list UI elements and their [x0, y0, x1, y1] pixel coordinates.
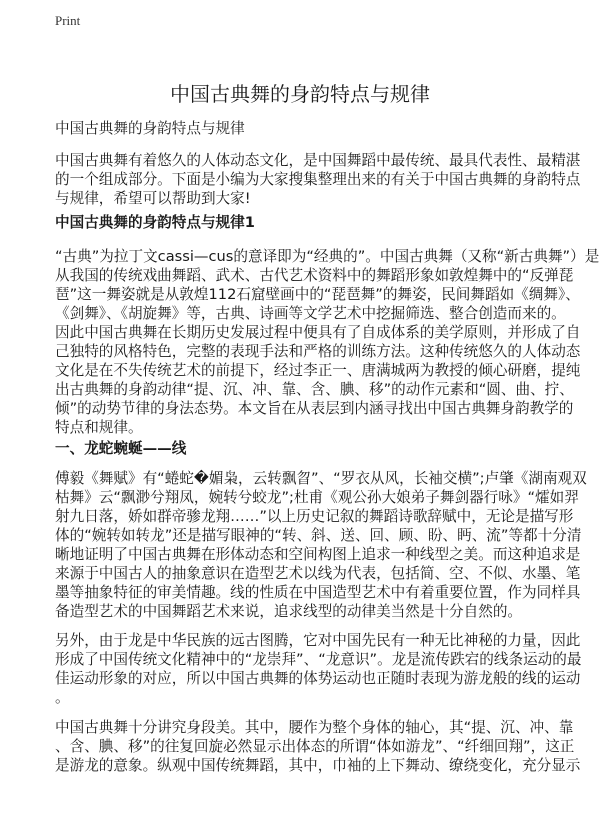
text-line: 是游龙的意象。纵观中国传统舞蹈，其中，巾袖的上下舞动、缭绕变化，充分显示 [55, 757, 581, 774]
text-line: 枯舞》云“飘渺兮翔凤，婉转兮蛟龙”;杜甫《观公孙大娘弟子舞剑器行咏》“㸌如羿 [55, 489, 579, 506]
subtitle: 中国古典舞的身韵特点与规律 [55, 120, 245, 137]
text-line: 己独特的风格特色，完整的表现手法和严格的训练方法。这种传统悠久的人体动态 [55, 343, 581, 360]
text-line: 琶”这一舞姿就是从敦煌112石窟壁画中的“琵琶舞”的舞姿，民间舞蹈如《绸舞》、 [55, 286, 580, 303]
text-line: 晰地证明了中国古典舞在形体动态和空间构图上追求一种线型之美。而这种追求是 [55, 546, 581, 563]
text-line: 出古典舞的身韵动律“提、沉、冲、靠、含、腆、移”的动作元素和“圆、曲、拧、 [55, 381, 574, 398]
text-line: 另外，由于龙是中华民族的远古图腾，它对中国先民有一种无比神秘的力量，因此 [55, 632, 581, 649]
page-title: 中国古典舞的身韵特点与规律 [170, 82, 430, 106]
text-line: 墨等抽象特征的审美情趣。线的性质在中国造型艺术中有着重要位置，作为同样具 [55, 584, 581, 601]
text-line: 与规律，希望可以帮助到大家! [55, 190, 251, 207]
text-line: 倾”的动势节律的身法态势。本文旨在从表层到内涵寻找出中国古典舞身韵教学的 [55, 400, 574, 417]
text-line: 从我国的传统戏曲舞蹈、武术、古代艺术资料中的舞蹈形象如敦煌舞中的“反弹琵 [55, 267, 574, 284]
body-paragraph-2 [55, 469, 587, 621]
text-line: “古典”为拉丁文cassi—cus的意译即为“经典的”。中国古典舞（又称“新古典舞”）是 [55, 248, 600, 265]
section-heading-1: 中国古典舞的身韵特点与规律1 [55, 214, 255, 231]
print-label[interactable]: Print [55, 13, 81, 28]
text-line: 来源于中国古人的抽象意识在造型艺术以线为代表，包括简、空、不似、水墨、笔 [55, 565, 581, 582]
text-line: 中国古典舞十分讲究身段美。其中，腰作为整个身体的轴心，其“提、沉、冲、靠 [55, 719, 574, 736]
body-paragraph-1 [55, 247, 599, 437]
section-heading-2: 一、龙蛇蜿蜒——线 [55, 440, 187, 457]
body-paragraph-4 [55, 718, 580, 775]
text-line: 特点和规律。 [55, 419, 143, 436]
text-line: 文化是在不失传统艺术的前提下，经过李正一、唐满城两为教授的倾心研磨，提纯 [55, 362, 581, 379]
text-line: 中国古典舞有着悠久的人体动态文化，是中国舞蹈中最传统、最具代表性、最精湛 [55, 152, 581, 169]
text-line: 。 [55, 689, 70, 706]
text-line: 的一个组成部分。下面是小编为大家搜集整理出来的有关于中国古典舞的身韵特点 [55, 171, 581, 188]
text-line: 体的“婉转如转龙”还是描写眼神的“转、斜、送、回、顾、盼、眄、流”等都十分清 [55, 527, 582, 544]
body-paragraph-3 [55, 631, 581, 707]
text-line: 因此中国古典舞在长期历史发展过程中便具有了自成体系的美学原则，并形成了自 [55, 324, 581, 341]
intro-paragraph [55, 151, 580, 208]
text-line: 射九日落，娇如群帝骖龙翔……”以上历史记叙的舞蹈诗歌辞赋中，无论是描写形 [55, 508, 574, 525]
text-line: 佳运动形象的对应，所以中国古典舞的体势运动也正随时表现为游龙般的线的运动 [55, 670, 581, 687]
text-line: 备造型艺术的中国舞蹈艺术来说，追求线型的动律美当然是十分自然的。 [55, 603, 523, 620]
text-line: 《剑舞》、《胡旋舞》等，古典、诗画等文学艺术中挖掘筛选、整合创造而来的。 [55, 305, 566, 322]
text-line: 傅毅《舞赋》有“蜷蛇�媚枭，云转飘曶”、“罗衣从风，长袖交横”;卢肇《湖南观双 [55, 470, 587, 487]
text-line: 、含、腆、移”的往复回旋必然显示出体态的所谓“体如游龙”、“纤细回翔”，这正 [55, 738, 575, 755]
text-line: 形成了中国传统文化精神中的“龙崇拜”、“龙意识”。龙是流传跌宕的线条运动的最 [55, 651, 582, 668]
